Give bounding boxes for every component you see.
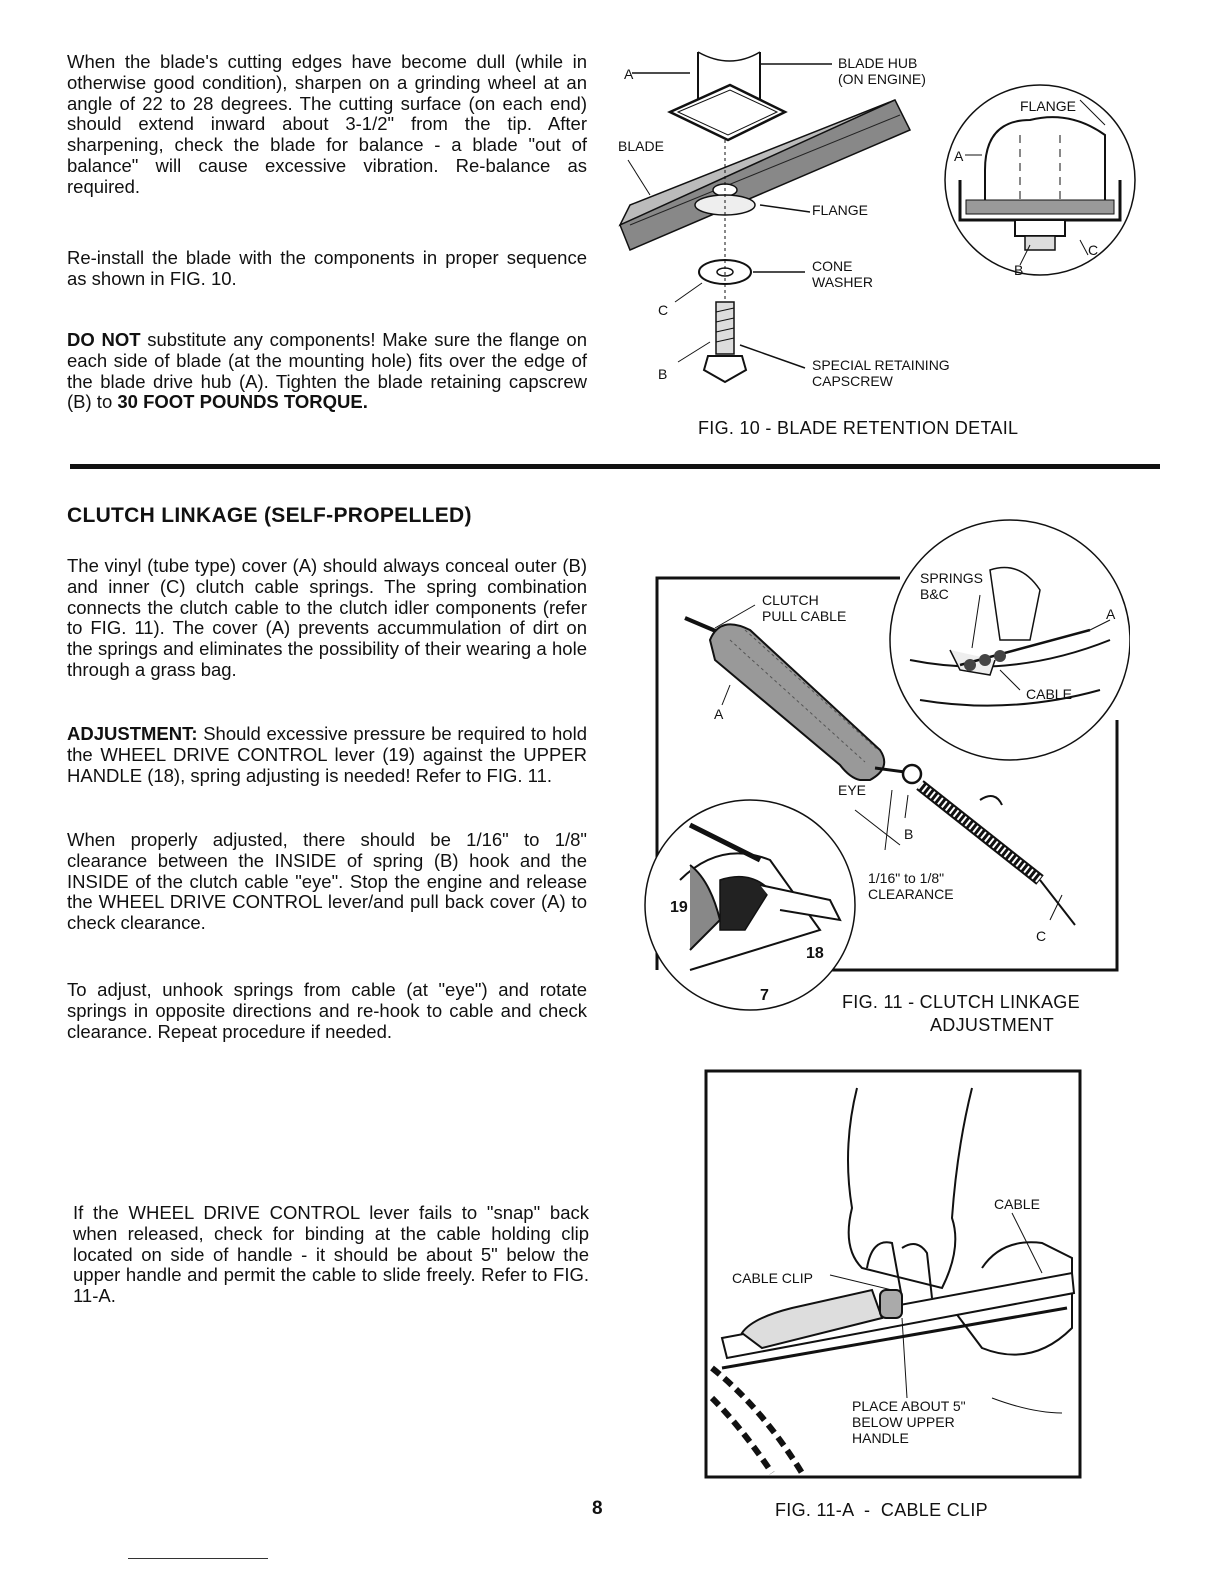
fig11-caption-line2: ADJUSTMENT — [930, 1015, 1054, 1035]
fig10-label-c: C — [658, 302, 669, 318]
fig10-inset-label-a: A — [954, 148, 964, 164]
blade-reinstall-paragraph: Re-install the blade with the components in proper sequence as shown in FIG. 10. — [67, 247, 587, 289]
section-divider — [70, 464, 1160, 469]
fig10-label-capscrew: SPECIAL RETAINING CAPSCREW — [812, 357, 950, 389]
adjustment-body: Should excessive pressure be required to hold the WHEEL DRIVE CONTROL lever (19) against the UPPER HANDLE (18), spring adjusting is needed! Refer to FIG. 11. — [67, 723, 587, 786]
fig11-clutch-illustration — [630, 500, 1130, 1020]
blade-sharpen-paragraph: When the blade's cutting edges have become dull (while in otherwise good condition), sharpen on a grinding wheel at an angle of 22 to 28 degrees. The cutting surface (on each end) should extend inward about 3-1/2" from the tip. After sharpening, check the blade for balance - a blade "out of balance" will cause excessive vibration. Re-balance as required. — [67, 51, 587, 197]
clutch-heading: CLUTCH LINKAGE (SELF-PROPELLED) — [67, 504, 472, 527]
fig10-inset-label-flange: FLANGE — [1020, 98, 1077, 114]
warning-body: substitute any components! Make sure the flange on each side of blade (at the mounting hole) fits over the edge of the blade drive hub (A). Tighten the blade retaining capscrew (B) to — [67, 329, 587, 413]
fig11a-label-cable: CABLE — [994, 1196, 1040, 1212]
fig11-label-7: 7 — [760, 987, 769, 1004]
fig10-label-blade-hub: BLADE HUB (ON ENGINE) — [838, 55, 926, 87]
fig11-label-c: C — [1036, 928, 1047, 944]
fig11-label-cable: CABLE — [1026, 686, 1072, 702]
fig10-label-a: A — [624, 66, 634, 82]
fig11a-caption: FIG. 11-A - CABLE CLIP — [775, 1500, 988, 1520]
page-number: 8 — [592, 1498, 603, 1519]
clutch-adjustment-paragraph — [67, 724, 587, 786]
adjustment-emphasis: ADJUSTMENT: — [67, 723, 198, 744]
torque-emphasis: 30 FOOT POUNDS TORQUE. — [117, 391, 368, 413]
blade-warning-paragraph — [67, 330, 587, 413]
fig10-label-blade: BLADE — [618, 138, 664, 154]
fig11-label-clutch-pull-cable: CLUTCH PULL CABLE — [762, 592, 847, 624]
fig11-label-a-right: A — [1106, 606, 1116, 622]
fig10-inset-label-b: B — [1014, 262, 1024, 278]
fig11-label-19: 19 — [670, 899, 688, 916]
fig10-inset-label-c: C — [1088, 242, 1099, 258]
clutch-clearance-paragraph: When properly adjusted, there should be 1/16" to 1/8" clearance between the INSIDE of spring (B) hook and the INSIDE of the clutch cable "eye". Stop the engine and release the WHEEL DRIVE CONTROL lever/and pull back cover (A) to check clearance. — [67, 829, 587, 934]
fig11-label-a-left: A — [714, 706, 724, 722]
fig11-label-springs: SPRINGS B&C — [920, 570, 984, 602]
fig10-caption: FIG. 10 - BLADE RETENTION DETAIL — [698, 418, 1019, 438]
fig11-label-18: 18 — [806, 945, 824, 962]
fig11a-label-cable-clip: CABLE CLIP — [732, 1270, 813, 1286]
fig11-caption-line1: FIG. 11 - CLUTCH LINKAGE — [842, 992, 1080, 1012]
do-not-emphasis: DO NOT — [67, 329, 141, 350]
fig11-label-clearance: 1/16" to 1/8" CLEARANCE — [868, 870, 954, 902]
footer-line — [128, 1558, 268, 1559]
fig11-label-eye: EYE — [838, 782, 867, 798]
fig11-label-b: B — [904, 826, 914, 842]
cable-clip-paragraph: If the WHEEL DRIVE CONTROL lever fails to "snap" back when released, check for binding at the cable holding clip located on side of handle - it should be about 5" below the upper handle and permit the cable to slide freely. Refer to FIG. 11-A. — [73, 1202, 589, 1307]
fig10-label-flange: FLANGE — [812, 202, 869, 218]
fig11a-label-place: PLACE ABOUT 5" BELOW UPPER HANDLE — [852, 1398, 966, 1446]
fig10-label-b: B — [658, 366, 668, 382]
clutch-rehook-paragraph: To adjust, unhook springs from cable (at "eye") and rotate springs in opposite directions and re-hook to cable and check clearance. Repeat procedure if needed. — [67, 979, 587, 1042]
fig10-label-cone-washer: CONE WASHER — [812, 258, 873, 290]
clutch-cover-paragraph: The vinyl (tube type) cover (A) should always conceal outer (B) and inner (C) clutch cable springs. The spring combination connects the clutch cable to the clutch idler components (refer to FIG. 11). The cover (A) prevents accummulation of dirt on the springs and eliminates the possibility of their wearing a hole through a grass bag. — [67, 555, 587, 680]
